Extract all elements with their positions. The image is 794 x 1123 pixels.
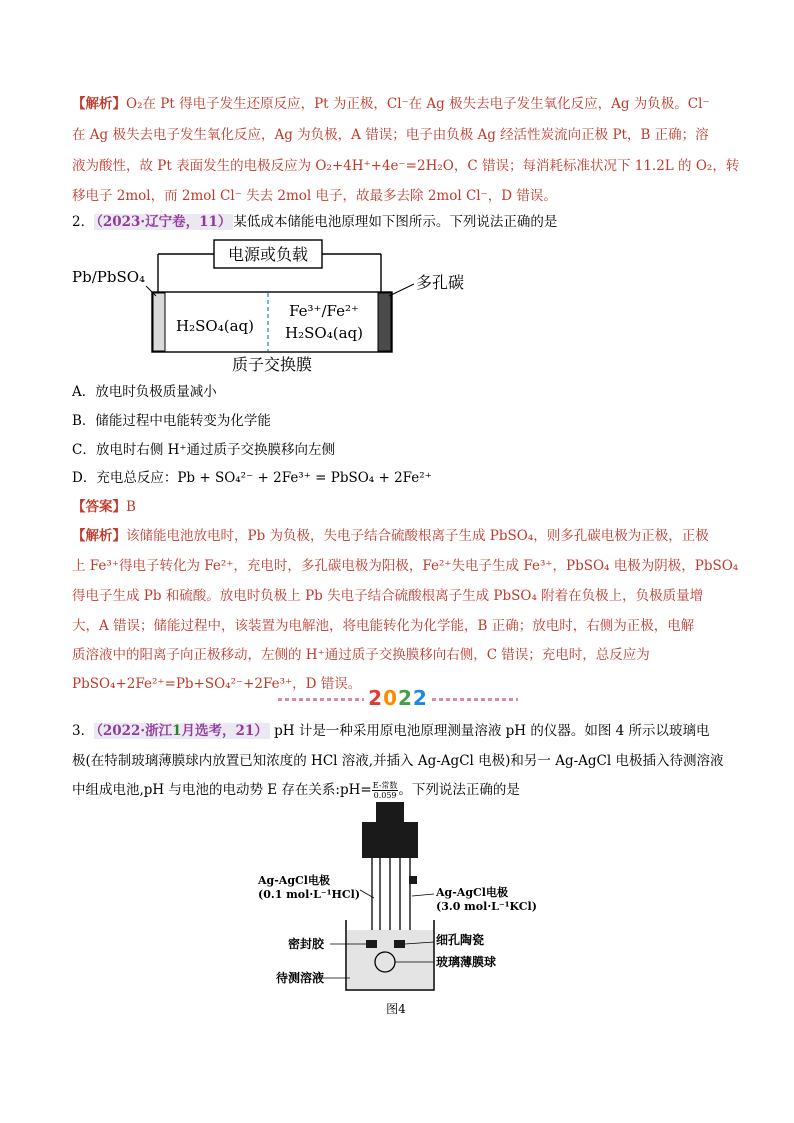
test-solution [347, 930, 433, 989]
right-solution-label-1: Fe³⁺/Fe²⁺ [289, 302, 359, 320]
carbon-electrode [378, 293, 391, 351]
q2-option-a: A．放电时负极质量减小 [72, 384, 217, 400]
q3-stem-line-2: 极(在特制玻璃薄膜球内放置已知浓度的 HCl 溶液,并插入 Ag-AgCl 电极)和另一 Ag-AgCl 电极插入待测溶液 [72, 753, 724, 769]
label-right-solution: (3.0 mol·L⁻¹KCl) [436, 900, 537, 913]
battery-diagram [72, 236, 482, 376]
answer-tag: 【答案】 [72, 499, 126, 515]
q3-stem-line-3: 中组成电池,pH 与电池的电动势 E 存在关系:pH= $\frac{\text{E-常数}}{0.059}$ 。下列说法正确的是 [72, 781, 520, 800]
membrane-label: 质子交换膜 [231, 355, 313, 374]
meter-cable [376, 802, 404, 822]
q2-analysis-line-5: 质溶液中的阳离子向正极移动，左侧的 H⁺通过质子交换膜移向右侧，C 错误；充电时，总反应为 [72, 647, 650, 663]
right-solution-label-2: H₂SO₄(aq) [285, 324, 363, 342]
q2-analysis-line-4: 大，A 错误；储能过程中，该装置为电解池，将电能转化为化学能，B 正确；放电时，右侧为正极，电解 [72, 618, 695, 634]
question-number: 3． [72, 723, 95, 739]
q2-analysis-line-2: 上 Fe³⁺得电子转化为 Fe²⁺，充电时，多孔碳电极为阳极，Fe²⁺失电子生成 Fe³⁺，PbSO₄ 电极为阴极，PbSO₄ [72, 558, 739, 574]
divider-dots-right [432, 698, 518, 701]
ph-formula-fraction: $\frac{\text{E-常数}}{0.059}$ [372, 781, 398, 800]
label-left-solution: (0.1 mol·L⁻¹HCl) [258, 888, 361, 901]
question-stem: 某低成本储能电池原理如下图所示。下列说法正确的是 [233, 214, 558, 230]
q2-analysis-line-1: 【解析】该储能电池放电时，Pb 为负极，失电子结合硫酸根离子生成 PbSO₄，则多孔碳电极为正极，正极 [72, 528, 709, 544]
label-seal: 密封胶 [288, 937, 325, 951]
ph-meter-diagram [250, 802, 550, 1024]
question-number: 2． [72, 214, 95, 230]
analysis-tag: 【解析】 [72, 528, 126, 544]
divider-dots-left [278, 698, 364, 701]
power-load-label: 电源或负载 [227, 245, 309, 264]
question-source: （2023·辽宁卷，11） [96, 214, 232, 230]
q2-stem [72, 212, 557, 232]
right-electrode-label: 多孔碳 [416, 273, 465, 292]
left-electrode-label: Pb/PbSO₄ [72, 268, 146, 286]
q2-analysis-line-6: PbSO₄+2Fe²⁺=Pb+SO₄²⁻+2Fe³⁺，D 错误。 [72, 676, 362, 692]
left-solution-label: H₂SO₄(aq) [176, 317, 254, 335]
q1-analysis-line-1: 【解析】O₂在 Pt 得电子发生还原反应，Pt 为正极，Cl⁻在 Ag 极失去电子发生氧化反应，Ag 为负极。Cl⁻ [72, 96, 710, 112]
analysis-tag: 【解析】 [72, 96, 126, 112]
sealing-glue [366, 940, 377, 948]
electrode-cap [362, 822, 418, 858]
question-source: （2022·浙江1月选考，21） [96, 723, 268, 739]
figure-caption: 图4 [386, 1002, 406, 1016]
q2-option-b: B．储能过程中电能转变为化学能 [72, 413, 271, 429]
q2-analysis-line-3: 得电子生成 Pb 和硫酸。放电时负极上 Pb 失电子结合硫酸根离子生成 PbSO₄ 附着在负极上，负极质量增 [72, 588, 704, 604]
label-test-solution: 待测溶液 [276, 971, 325, 985]
label-ceramic: 细孔陶瓷 [436, 933, 485, 947]
year-divider [278, 688, 518, 712]
q1-analysis-line-2: 在 Ag 极失去电子发生氧化反应，Ag 为负极，A 错误；电子由负极 Ag 经活性炭流向正极 Pt，B 正确；溶 [72, 127, 709, 143]
pb-electrode [153, 293, 165, 351]
q2-option-d: D．充电总反应：Pb + SO₄²⁻ + 2Fe³⁺ = PbSO₄ + 2Fe²⁺ [72, 470, 432, 486]
answer-value: B [126, 499, 136, 515]
label-right-electrode: Ag-AgCl电极 [436, 886, 508, 899]
q2-answer [72, 497, 136, 517]
label-glass-bulb: 玻璃薄膜球 [436, 955, 497, 969]
year-label: 2022 [368, 686, 428, 710]
label-left-electrode: Ag-AgCl电极 [258, 874, 330, 887]
side-port [409, 876, 417, 884]
porous-ceramic [394, 940, 405, 948]
q2-option-c: C．放电时右侧 H⁺通过质子交换膜移向左侧 [72, 442, 336, 458]
q3-stem-line-1: 3． （2022·浙江1月选考，21） pH 计是一种采用原电池原理测量溶液 pH 的仪器。如图 4 所示以玻璃电 [72, 723, 710, 739]
q1-analysis-line-4: 移电子 2mol，而 2mol Cl⁻ 失去 2mol 电子，故最多去除 2mol Cl⁻，D 错误。 [72, 188, 557, 204]
q1-analysis-line-3: 液为酸性，故 Pt 表面发生的电极反应为 O₂+4H⁺+4e⁻=2H₂O，C 错误；每消耗标准状况下 11.2L 的 O₂，转 [72, 158, 740, 174]
